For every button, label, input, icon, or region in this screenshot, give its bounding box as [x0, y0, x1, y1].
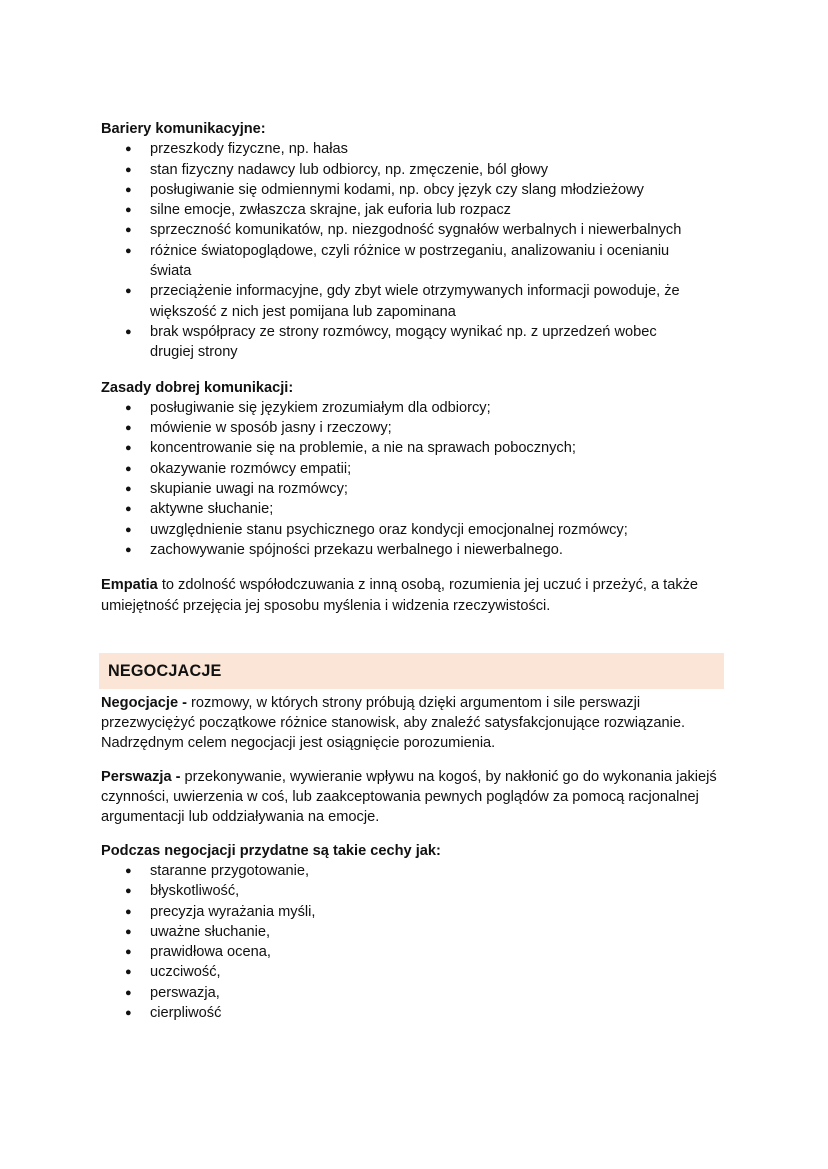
- perswazja-text: przekonywanie, wywieranie wpływu na kogoś, by nakłonić go do wykonania jakiejś czynności, uwierzenia w coś, lub zaakceptowania pewnych poglądów za pomocą racjonalnej argumentacji lub oddziaływania na emocje.: [101, 768, 717, 826]
- list-item: ● przeciążenie informacyjne, gdy zbyt wiele otrzymywanych informacji powoduje, że większość z nich jest pomijana lub zapominana: [150, 281, 731, 322]
- bariery-list: [101, 139, 731, 362]
- bariery-heading: Bariery komunikacyjne:: [101, 121, 266, 137]
- list-item: ● różnice światopoglądowe, czyli różnice w postrzeganiu, analizowaniu i ocenianiu świata: [150, 241, 731, 282]
- list-item: ● uczciwość,: [150, 962, 731, 982]
- list-item: ● błyskotliwość,: [150, 881, 731, 901]
- document-page: [101, 119, 731, 1023]
- negocjacje-text: rozmowy, w których strony próbują dzięki argumentom i sile perswazji przezwyciężyć początkowe różnice stanowisk, aby znaleźć satysfakcjonujące rozwiązanie. Nadrzędnym celem negocjacji jest osiągnięcie porozumienia.: [101, 694, 686, 752]
- list-item: ● zachowywanie spójności przekazu werbalnego i niewerbalnego.: [150, 540, 731, 560]
- list-item: ● prawidłowa ocena,: [150, 942, 731, 962]
- list-item: ● staranne przygotowanie,: [150, 861, 731, 881]
- zasady-heading: Zasady dobrej komunikacji:: [101, 379, 294, 396]
- list-item: ● perswazja,: [150, 983, 731, 1003]
- list-item: ● uwzględnienie stanu psychicznego oraz kondycji emocjonalnej rozmówcy;: [150, 520, 731, 540]
- banner-title: NEGOCJACJE: [108, 661, 222, 680]
- empatia-definition: [101, 575, 731, 616]
- list-item: ● posługiwanie się językiem zrozumiałym dla odbiorcy;: [150, 398, 731, 418]
- perswazja-term: Perswazja -: [101, 768, 181, 785]
- list-item: ● przeszkody fizyczne, np. hałas: [150, 139, 731, 159]
- zasady-list: [101, 398, 731, 560]
- negocjacje-definition: [101, 693, 731, 754]
- list-item: ● koncentrowanie się na problemie, a nie na sprawach pobocznych;: [150, 438, 731, 458]
- negocjacje-term: Negocjacje -: [101, 694, 187, 711]
- perswazja-definition: [101, 767, 731, 828]
- list-item: ● brak współpracy ze strony rozmówcy, mogący wynikać np. z uprzedzeń wobec drugiej strony: [150, 322, 731, 363]
- cechy-list: [101, 861, 731, 1023]
- list-item: ● cierpliwość: [150, 1003, 731, 1023]
- list-item: ● posługiwanie się odmiennymi kodami, np. obcy język czy slang młodzieżowy: [150, 180, 731, 200]
- cechy-heading: Podczas negocjacji przydatne są takie cechy jak:: [101, 842, 441, 859]
- list-item: ● silne emocje, zwłaszcza skrajne, jak euforia lub rozpacz: [150, 200, 731, 220]
- list-item: ● stan fizyczny nadawcy lub odbiorcy, np. zmęczenie, ból głowy: [150, 160, 731, 180]
- list-item: ● mówienie w sposób jasny i rzeczowy;: [150, 418, 731, 438]
- empatia-term: Empatia: [101, 577, 158, 594]
- list-item: ● aktywne słuchanie;: [150, 499, 731, 519]
- empatia-text: to zdolność współodczuwania z inną osobą, rozumienia jej uczuć i przeżyć, a także umiejętność przejęcia jej sposobu myślenia i widzenia rzeczywistości.: [101, 577, 699, 614]
- list-item: ● precyzja wyrażania myśli,: [150, 902, 731, 922]
- list-item: ● sprzeczność komunikatów, np. niezgodność sygnałów werbalnych i niewerbalnych: [150, 220, 731, 240]
- list-item: ● skupianie uwagi na rozmówcy;: [150, 479, 731, 499]
- list-item: ● uważne słuchanie,: [150, 922, 731, 942]
- list-item: ● okazywanie rozmówcy empatii;: [150, 459, 731, 479]
- section-banner: [99, 653, 724, 689]
